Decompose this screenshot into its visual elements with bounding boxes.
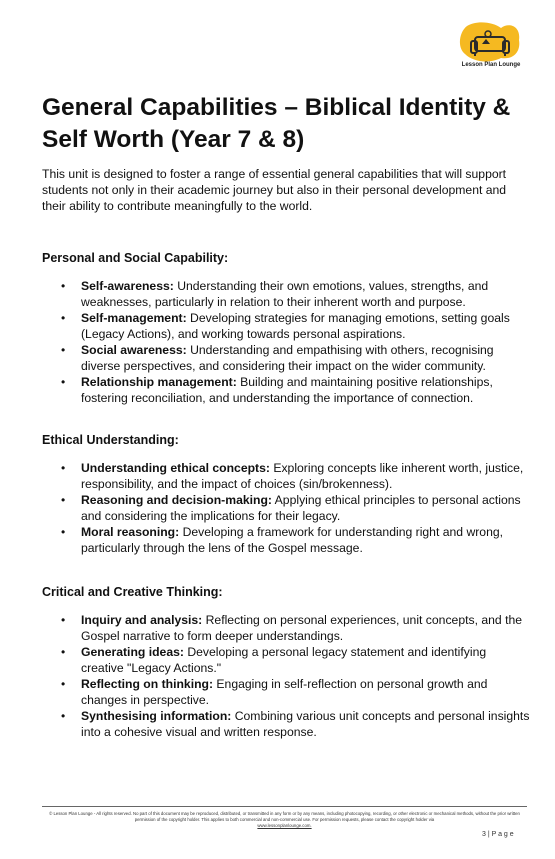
list-item xyxy=(42,644,532,676)
item-text: Exploring concepts like inherent worth, justice, responsibility, and the impact of choices (sin/brokenness). xyxy=(81,461,524,491)
bullet-icon: • xyxy=(61,461,66,475)
item-text: Developing a framework for understanding right and wrong, particularly through the lens of the Gospel message. xyxy=(81,525,504,555)
bullet-icon: • xyxy=(61,645,66,659)
logo-text: Lesson Plan Lounge xyxy=(461,62,521,68)
item-label: Generating ideas: xyxy=(81,645,184,659)
lesson-plan-lounge-logo xyxy=(455,20,525,78)
bullet-list xyxy=(42,460,532,556)
bullet-icon: • xyxy=(61,375,66,389)
item-label: Reasoning and decision-making: xyxy=(81,493,272,507)
item-label: Self-management: xyxy=(81,311,187,325)
list-item xyxy=(42,612,532,644)
bullet-icon: • xyxy=(61,709,66,723)
section-ethical-understanding xyxy=(42,432,532,556)
item-label: Relationship management: xyxy=(81,375,237,389)
list-item xyxy=(42,374,532,406)
item-label: Inquiry and analysis: xyxy=(81,613,203,627)
item-text: Understanding and empathising with others, recognising diverse perspectives, and considering their impact on the wider community. xyxy=(81,343,494,373)
section-critical-creative xyxy=(42,584,532,740)
section-heading: Critical and Creative Thinking: xyxy=(42,585,223,599)
list-item xyxy=(42,310,532,342)
copyright-footer xyxy=(42,806,527,829)
list-item xyxy=(42,278,532,310)
bullet-list xyxy=(42,612,532,740)
bullet-icon: • xyxy=(61,343,66,357)
list-item xyxy=(42,460,532,492)
item-label: Social awareness: xyxy=(81,343,187,357)
item-label: Self-awareness: xyxy=(81,279,174,293)
list-item xyxy=(42,342,532,374)
copyright-text: © Lesson Plan Lounge - All rights reserved. No part of this document may be reproduced, distributed, or transmitted in any form or by any means, including photocopying, recording, or other electronic or mechanical methods, without the prior written permission of the copyright holder. This applies to both commercial and non-commercial use. For permission requests, please contact the copyright holder via xyxy=(49,811,520,822)
list-item xyxy=(42,676,532,708)
section-personal-social xyxy=(42,250,532,406)
item-label: Moral reasoning: xyxy=(81,525,180,539)
item-text: Understanding their own emotions, values, strengths, and weaknesses, particularly in relation to their inherent worth and purpose. xyxy=(81,279,489,309)
item-text: Engaging in self-reflection on personal growth and changes in perspective. xyxy=(81,677,488,707)
item-text: Combining various unit concepts and personal insights into a cohesive visual and written response. xyxy=(81,709,530,739)
bullet-icon: • xyxy=(61,279,66,293)
intro-paragraph: This unit is designed to foster a range of essential general capabilities that will support students not only in their academic journey but also in their personal development and their ability to contribute meaningfully to the world. xyxy=(42,167,507,213)
item-label: Reflecting on thinking: xyxy=(81,677,214,691)
item-text: Developing a personal legacy statement and identifying creative "Legacy Actions." xyxy=(81,645,487,675)
list-item xyxy=(42,524,532,556)
section-heading: Personal and Social Capability: xyxy=(42,251,229,265)
bullet-icon: • xyxy=(61,493,66,507)
item-label: Understanding ethical concepts: xyxy=(81,461,270,475)
section-heading: Ethical Understanding: xyxy=(42,433,179,447)
bullet-list xyxy=(42,278,532,406)
item-text: Developing strategies for managing emotions, setting goals (Legacy Actions), and working towards personal aspirations. xyxy=(81,311,510,341)
page-title: General Capabilities – Biblical Identity & Self Worth (Year 7 & 8) xyxy=(42,94,511,153)
bullet-icon: • xyxy=(61,525,66,539)
bullet-icon: • xyxy=(61,311,66,325)
bullet-icon: • xyxy=(61,677,66,691)
list-item xyxy=(42,492,532,524)
page-number: 3 | P a g e xyxy=(482,831,514,838)
website-link[interactable]: www.lessonplanlounge.com. xyxy=(257,823,312,828)
item-label: Synthesising information: xyxy=(81,709,232,723)
item-text: Reflecting on personal experiences, unit concepts, and the Gospel narrative to form deeper understandings. xyxy=(81,613,523,643)
item-text: Building and maintaining positive relationships, fostering reconciliation, and understanding the importance of connection. xyxy=(81,375,493,405)
item-text: Applying ethical principles to personal actions and considering the implications for their legacy. xyxy=(81,493,521,523)
bullet-icon: • xyxy=(61,613,66,627)
list-item xyxy=(42,708,532,740)
